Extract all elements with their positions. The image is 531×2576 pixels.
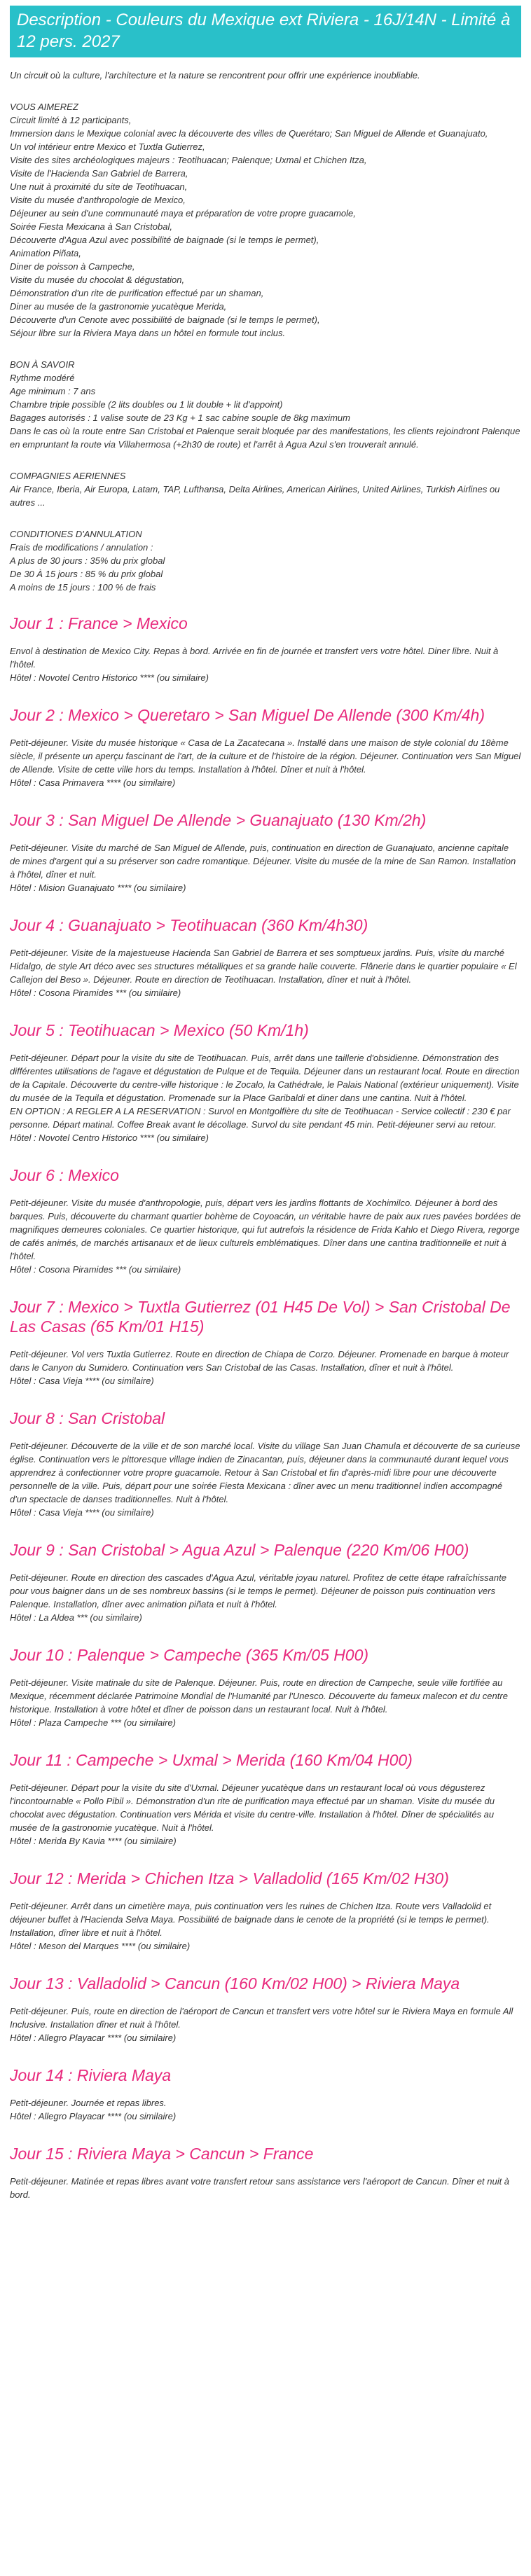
day-title: Jour 9 : San Cristobal > Agua Azul > Palenque (220 Km/06 H00) bbox=[10, 1541, 469, 1559]
day-block bbox=[10, 1750, 521, 1848]
section-title: COMPAGNIES AERIENNES bbox=[10, 471, 126, 481]
itinerary bbox=[10, 614, 521, 2201]
day-title: Jour 2 : Mexico > Queretaro > San Miguel De Allende (300 Km/4h) bbox=[10, 706, 485, 724]
intro-text: Un circuit où la culture, l'architecture et la nature se rencontrent pour offrir une expérience inoubliable. bbox=[10, 70, 420, 81]
day-hotel: Hôtel : Casa Vieja **** (ou similaire) bbox=[10, 1507, 154, 1518]
day-description: Petit-déjeuner. Découverte de la ville et de son marché local. Visite du village San Juan Chamula et découverte de sa curieuse église. Continuation vers le pittoresque village indien de Zinacantan, puis, déjeuner dans la communauté durant lequel vous apprendrez à confectionner votre propre guacamole. Retour à San Cristobal et fin d'après-midi libre pour une découverte personnelle de la ville. Puis, départ pour une soirée Fiesta Mexicana : dîner avec un menu traditionnel indien accompagné d'un spectacle de danses traditionnelles. Nuit à l'hôtel. bbox=[10, 1441, 520, 1504]
day-hotel: Hôtel : Novotel Centro Historico **** (ou similaire) bbox=[10, 1133, 209, 1143]
section-line: Dans le cas où la route entre San Cristobal et Palenque serait bloquée par des manifestations, les clients rejoindront Palenque en empruntant la route via Villahermosa (+2h30 de route) et l'arrêt à Agua Azul s'en trouverait annulé. bbox=[10, 426, 520, 450]
day-hotel: Hôtel : La Aldea *** (ou similaire) bbox=[10, 1612, 142, 1623]
day-title: Jour 3 : San Miguel De Allende > Guanajuato (130 Km/2h) bbox=[10, 811, 427, 829]
page-title: Description - Couleurs du Mexique ext Riviera - 16J/14N - Limité à 12 pers. 2027 bbox=[10, 6, 521, 57]
info-section bbox=[10, 469, 521, 509]
day-description: Petit-déjeuner. Vol vers Tuxtla Gutierrez. Route en direction de Chiapa de Corzo. Déjeuner. Promenade en barque à moteur dans le Canyon du Sumidero. Continuation vers San Cristobal de las Casas. Installation, dîner et nuit à l'hôtel. bbox=[10, 1349, 509, 1373]
day-description: Petit-déjeuner. Arrêt dans un cimetière maya, puis continuation vers les ruines de Chichen Itza. Route vers Valladolid et déjeuner buffet à l'Hacienda Selva Maya. Possibilité de baignade dans le cenote de la propriété (si le temps le permet). Installation, dîner libre et nuit à l'hôtel. bbox=[10, 1901, 492, 1938]
day-hotel: Hôtel : Cosona Piramides *** (ou similaire) bbox=[10, 988, 181, 998]
day-title: Jour 1 : France > Mexico bbox=[10, 614, 188, 632]
day-block bbox=[10, 1020, 521, 1144]
day-block bbox=[10, 1297, 521, 1387]
day-description: Petit-déjeuner. Visite du musée historique « Casa de La Zacatecana ». Installé dans une maison de style colonial du 18ème siècle, il présente un aperçu fascinant de l'art, de la culture et de l'histoire de la région. Déjeuner. Continuation vers San Miguel de Allende. Visite de cette ville hors du temps. Installation à l'hôtel. Dîner et nuit à l'hôtel. bbox=[10, 738, 521, 775]
section-line: Rythme modéré bbox=[10, 373, 75, 383]
section-line: Diner de poisson à Campeche, bbox=[10, 261, 135, 272]
day-description: Petit-déjeuner. Visite du musée d'anthropologie, puis, départ vers les jardins flottants de Xochimilco. Déjeuner à bord des barques. Puis, découverte du charmant quartier bohème de Coyoacán, un véritable havre de paix aux rues pavées bordées de magnifiques demeures coloniales. Ce quartier historique, qui fut autrefois la résidence de Frida Kahlo et Diego Rivera, regorge de cafés animés, de marchés artisanaux et de lieux culturels emblématiques. Dîner dans une cantina traditionnelle et nuit à l'hôtel. bbox=[10, 1198, 521, 1261]
day-block bbox=[10, 1869, 521, 1953]
day-block bbox=[10, 1165, 521, 1276]
section-line: Circuit limité à 12 participants, bbox=[10, 115, 132, 125]
day-hotel: Hôtel : Mision Guanajuato **** (ou similaire) bbox=[10, 882, 186, 893]
info-sections bbox=[10, 100, 521, 594]
section-line: Visite des sites archéologiques majeurs : Teotihuacan; Palenque; Uxmal et Chichen Itza, bbox=[10, 155, 367, 165]
day-title: Jour 4 : Guanajuato > Teotihuacan (360 Km/4h30) bbox=[10, 916, 368, 934]
day-title: Jour 5 : Teotihuacan > Mexico (50 Km/1h) bbox=[10, 1021, 309, 1039]
day-hotel: Hôtel : Merida By Kavia **** (ou similaire) bbox=[10, 1836, 177, 1846]
day-hotel: Hôtel : Meson del Marques **** (ou similaire) bbox=[10, 1941, 191, 1951]
day-block bbox=[10, 1408, 521, 1519]
info-section bbox=[10, 100, 521, 340]
day-block bbox=[10, 1974, 521, 2044]
section-line: Animation Piñata, bbox=[10, 248, 81, 258]
day-hotel: Hôtel : Allegro Playacar **** (ou similaire) bbox=[10, 2111, 177, 2121]
day-description: Petit-déjeuner. Visite matinale du site de Palenque. Déjeuner. Puis, route en direction de Campeche, seule ville fortifiée au Mexique, récemment déclarée Patrimoine Mondial de l'Humanité par l'Unesco. Découverte du fameux malecon et du centre historique. Installation à votre hôtel et dîner de poisson dans un restaurant local. Nuit à l'hôtel. bbox=[10, 1677, 508, 1715]
day-description: Envol à destination de Mexico City. Repas à bord. Arrivée en fin de journée et transfert vers votre hôtel. Diner libre. Nuit à l'hôtel. bbox=[10, 646, 499, 670]
day-description: Petit-déjeuner. Journée et repas libres. bbox=[10, 2098, 167, 2108]
section-line: Un vol intérieur entre Mexico et Tuxtla Gutierrez, bbox=[10, 141, 205, 152]
section-line: A plus de 30 jours : 35% du prix global bbox=[10, 555, 165, 566]
day-description: Petit-déjeuner. Visite de la majestueuse Hacienda San Gabriel de Barrera et ses somptueux jardins. Puis, visite du marché Hidalgo, de style Art déco avec ses structures métalliques et sa grande halle couverte. Flânerie dans le quartier populaire « El Callejon del Beso ». Déjeuner. Route en direction de Teotihuacan. Installation, dîner et nuit à l'hôtel. bbox=[10, 948, 517, 985]
section-line: Diner au musée de la gastronomie yucatèque Merida, bbox=[10, 301, 227, 312]
day-hotel: Hôtel : Plaza Campeche *** (ou similaire) bbox=[10, 1717, 176, 1728]
day-title: Jour 7 : Mexico > Tuxtla Gutierrez (01 H45 De Vol) > San Cristobal De Las Casas (65 Km/01 H15) bbox=[10, 1298, 511, 1336]
section-title: BON À SAVOIR bbox=[10, 359, 75, 370]
section-line: Visite du musée d'anthropologie de Mexico, bbox=[10, 195, 186, 205]
section-line: Une nuit à proximité du site de Teotihuacan, bbox=[10, 181, 188, 192]
section-line: Séjour libre sur la Riviera Maya dans un hôtel en formule tout inclus. bbox=[10, 328, 286, 338]
day-title: Jour 6 : Mexico bbox=[10, 1166, 119, 1184]
section-line: Chambre triple possible (2 lits doubles ou 1 lit double + lit d'appoint) bbox=[10, 399, 283, 410]
section-title: VOUS AIMEREZ bbox=[10, 102, 78, 112]
section-line: Découverte d'un Cenote avec possibilité de baignade (si le temps le permet), bbox=[10, 314, 320, 325]
section-line: Air France, Iberia, Air Europa, Latam, TAP, Lufthansa, Delta Airlines, American Airlines, United Airlines, Turkish Airlines ou autres ... bbox=[10, 484, 500, 508]
day-description: Petit-déjeuner. Matinée et repas libres avant votre transfert retour sans assistance vers l'aéroport de Cancun. Dîner et nuit à bord. bbox=[10, 2176, 510, 2200]
day-option: EN OPTION : A REGLER A LA RESERVATION : Survol en Montgolfière du site de Teotihuacan - Service collectif : 230 € par personne. Départ matinal. Coffee Break avant le décollage. Survol du site pendant 45 min. Petit-déjeuner servi au retour. bbox=[10, 1106, 511, 1130]
section-line: Immersion dans le Mexique colonial avec la découverte des villes de Querétaro; San Miguel de Allende et Guanajuato, bbox=[10, 128, 488, 139]
day-block bbox=[10, 2144, 521, 2201]
section-line: Démonstration d'un rite de purification effectué par un shaman, bbox=[10, 288, 264, 298]
section-line: A moins de 15 jours : 100 % de frais bbox=[10, 582, 156, 593]
day-description: Petit-déjeuner. Départ pour la visite du site d'Uxmal. Déjeuner yucatèque dans un restaurant local où vous dégusterez l'incontournable « Pollo Pibil ». Démonstration d'un rite de purification maya effectué par un shaman. Visite du musée du chocolat avec dégustation. Continuation vers Mérida et visite du centre-ville. Installation à l'hôtel. Dîner de spécialités au musée de la gastronomie yucatèque. Nuit à l'hôtel. bbox=[10, 1782, 495, 1833]
day-block bbox=[10, 614, 521, 684]
section-line: Déjeuner au sein d'une communauté maya et préparation de votre propre guacamole, bbox=[10, 208, 356, 219]
day-block bbox=[10, 810, 521, 894]
section-line: Découverte d'Agua Azul avec possibilité de baignade (si le temps le permet), bbox=[10, 235, 319, 245]
day-block bbox=[10, 1540, 521, 1624]
section-line: Age minimum : 7 ans bbox=[10, 386, 96, 396]
day-title: Jour 15 : Riviera Maya > Cancun > France bbox=[10, 2145, 314, 2163]
day-hotel: Hôtel : Cosona Piramides *** (ou similaire) bbox=[10, 1264, 181, 1275]
day-title: Jour 11 : Campeche > Uxmal > Merida (160 Km/04 H00) bbox=[10, 1751, 413, 1769]
day-block bbox=[10, 915, 521, 999]
info-section bbox=[10, 527, 521, 594]
info-section bbox=[10, 358, 521, 451]
day-title: Jour 12 : Merida > Chichen Itza > Valladolid (165 Km/02 H30) bbox=[10, 1869, 449, 1888]
section-title: CONDITIONES D'ANNULATION bbox=[10, 529, 142, 539]
section-line: Bagages autorisés : 1 valise soute de 23 Kg + 1 sac cabine souple de 8kg maximum bbox=[10, 413, 350, 423]
section-line: Visite du musée du chocolat & dégustation, bbox=[10, 275, 185, 285]
day-title: Jour 14 : Riviera Maya bbox=[10, 2066, 172, 2084]
section-line: De 30 À 15 jours : 85 % du prix global bbox=[10, 569, 163, 579]
day-hotel: Hôtel : Casa Vieja **** (ou similaire) bbox=[10, 1376, 154, 1386]
day-hotel: Hôtel : Novotel Centro Historico **** (ou similaire) bbox=[10, 672, 209, 683]
day-hotel: Hôtel : Allegro Playacar **** (ou similaire) bbox=[10, 2033, 177, 2043]
day-block bbox=[10, 2065, 521, 2123]
day-description: Petit-déjeuner. Puis, route en direction de l'aéroport de Cancun et transfert vers votre hôtel sur le Riviera Maya en formule All Inclusive. Installation dîner et nuit à l'hôtel. bbox=[10, 2006, 513, 2030]
section-line: Visite de l'Hacienda San Gabriel de Barrera, bbox=[10, 168, 188, 179]
day-hotel: Hôtel : Casa Primavera **** (ou similaire) bbox=[10, 777, 176, 788]
section-line: Frais de modifications / annulation : bbox=[10, 542, 153, 553]
section-line: Soirée Fiesta Mexicana à San Cristobal, bbox=[10, 221, 172, 232]
day-description: Petit-déjeuner. Route en direction des cascades d'Agua Azul, véritable joyau naturel. Profitez de cette étape rafraîchissante pour vous baigner dans un de ses nombreux bassins (si le temps le permet). Déjeuner de poisson puis continuation vers Palenque. Installation, dîner avec animation piñata et nuit à l'hôtel. bbox=[10, 1572, 506, 1609]
day-block bbox=[10, 1645, 521, 1729]
day-title: Jour 8 : San Cristobal bbox=[10, 1409, 165, 1427]
day-description: Petit-déjeuner. Départ pour la visite du site de Teotihuacan. Puis, arrêt dans une taillerie d'obsidienne. Démonstration des différentes utilisations de l'agave et dégustation de Pulque et de Tequila. Déjeuner dans un restaurant local. Route en direction de la Capitale. Découverte du centre-ville historique : le Zocalo, la Cathédrale, le Palais National (extérieur uniquement). Visite du musée de la Tequila et dégustation. Promenade sur la Place Garibaldi et diner dans une cantina. Nuit à l'hôtel. bbox=[10, 1053, 520, 1103]
day-title: Jour 13 : Valladolid > Cancun (160 Km/02 H00) > Riviera Maya bbox=[10, 1974, 460, 1993]
day-block bbox=[10, 705, 521, 789]
day-description: Petit-déjeuner. Visite du marché de San Miguel de Allende, puis, continuation en direction de Guanajuato, ancienne capitale de mines d'argent qui a su préserver son cadre romantique. Déjeuner. Visite du musée de la mine de San Ramon. Installation à l'hôtel, dîner et nuit. bbox=[10, 843, 516, 880]
day-title: Jour 10 : Palenque > Campeche (365 Km/05 H00) bbox=[10, 1646, 369, 1664]
